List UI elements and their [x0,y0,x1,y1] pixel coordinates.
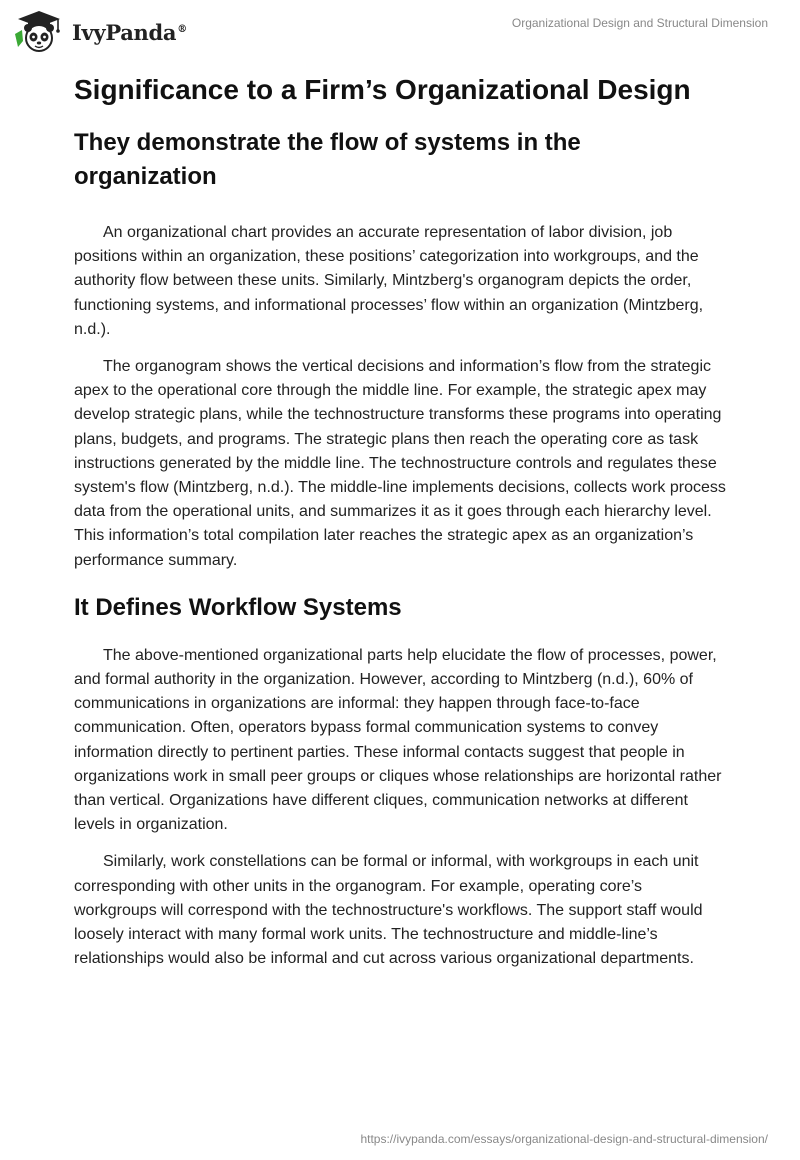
article-title: Significance to a Firm’s Organizational Design [74,74,691,105]
page-header [0,0,800,60]
panda-graduation-cap-icon [14,10,64,54]
paragraph: The organogram shows the vertical decisions and information’s flow from the strategic apex to the operational core through the middle line. For example, the strategic apex may develop strategic plans, while the technostructure transforms these programs into operating plans, budgets, and programs. The strategic plans then reach the operating core as task instructions generated by the middle line. The technostructure controls and regulates these system's flow (Mintzberg, n.d.). The middle-line implements decisions, collects work process data from the operational units, and summarizes it as it goes through each hierarchy level. This information’s total compilation later reaches the strategic apex as an organization’s performance summary. [74,358,726,569]
ivypanda-logo[interactable] [14,10,187,54]
registered-mark: ® [177,23,187,35]
paragraph: Similarly, work constellations can be formal or informal, with workgroups in each unit corresponding with other units in the organogram. For example, operating core’s workgroups will correspond with the technostructure's workflows. The support staff would loosely interact with many formal work units. The technostructure and middle-line’s relationships would also be informal and cut across various organizational departments. [74,853,703,968]
paragraph: An organizational chart provides an accurate representation of labor division, job positions within an organization, these positions’ categorization into workgroups, and the authority flow between these units. Similarly, Mintzberg's organogram depicts the order, functioning systems, and informational processes’ flow within an organization (Mintzberg, n.d.). [74,224,704,338]
logo-wordmark: IvyPanda® [72,19,187,45]
running-title: Organizational Design and Structural Dimension [511,16,768,30]
section-heading-workflow-systems: It Defines Workflow Systems [74,593,402,621]
section-heading-flow-of-systems: They demonstrate the flow of systems in the organization [74,129,581,190]
article-body [74,68,728,971]
paragraph: The above-mentioned organizational parts help elucidate the flow of processes, power, and formal authority in the organization. However, according to Mintzberg (n.d.), 60% of communications in organizations are informal: they happen through face-to-face communication. Often, operators bypass formal communication systems to convey information directly to pertinent parties. These informal contacts suggest that people in organizations work in small peer groups or cliques whose relationships are horizontal rather than vertical. Organizations have different cliques, communication networks at different levels in organization. [74,646,722,834]
source-url[interactable]: https://ivypanda.com/essays/organizational-design-and-structural-dimension/ [360,1132,768,1146]
